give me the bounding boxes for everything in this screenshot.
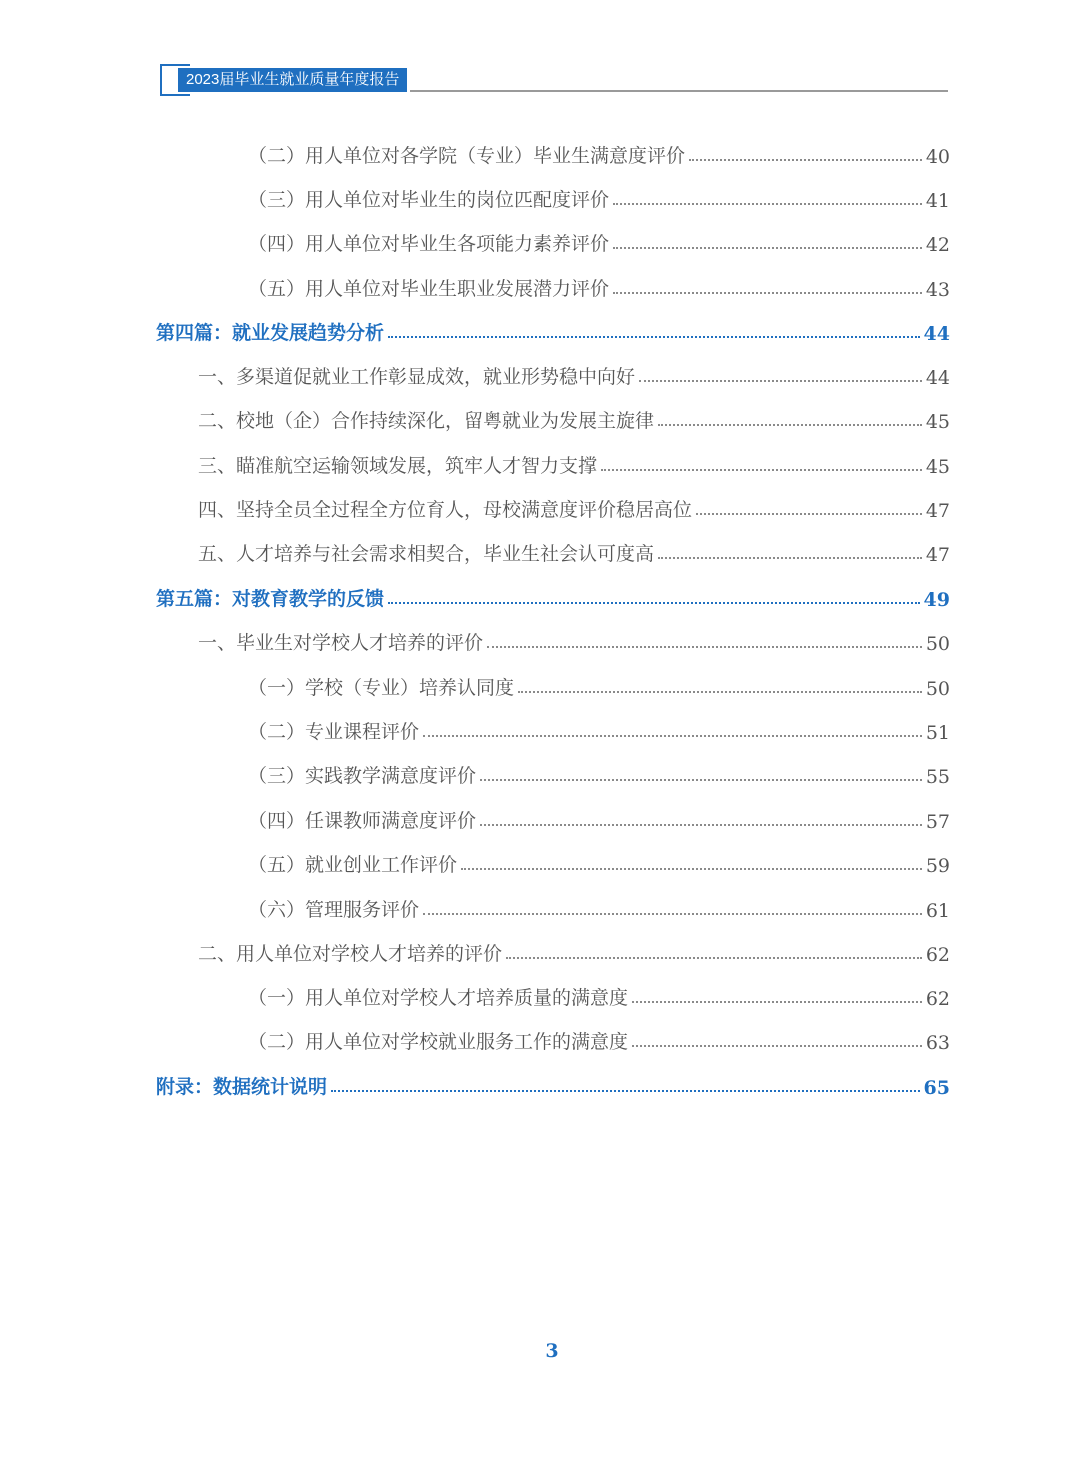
toc-entry-page: 57 [925,811,950,833]
page-number: 3 [545,1340,559,1362]
toc-entry-page: 45 [925,411,950,433]
toc-entry-label: 三、瞄准航空运输领域发展，筑牢人才智力支撑 [198,455,598,477]
toc-entry-label: （二）用人单位对学校就业服务工作的满意度 [248,1031,629,1053]
toc-entry-page: 47 [925,544,950,566]
toc-entry-page: 45 [925,456,950,478]
toc-entry-page: 62 [925,944,950,966]
toc-entry-label: （五）就业创业工作评价 [248,854,458,876]
toc-entry-page: 49 [923,589,950,611]
toc-entry-page: 44 [925,367,950,389]
toc-leader-dots [423,913,922,915]
toc-leader-dots [506,957,922,959]
toc-entry-page: 41 [925,190,950,212]
toc-leader-dots [480,824,922,826]
toc-entry-label: （五）用人单位对毕业生职业发展潜力评价 [248,278,610,300]
toc-entry-label: 四、坚持全员全过程全方位育人，母校满意度评价稳居高位 [198,499,693,521]
toc-entry-page: 61 [925,900,950,922]
toc-entry[interactable] [198,401,950,433]
toc-entry-page: 65 [923,1077,950,1099]
toc-entry-label: 第四篇：就业发展趋势分析 [156,322,385,344]
toc-leader-dots [613,292,922,294]
toc-leader-dots [632,1045,922,1047]
toc-chapter-entry[interactable] [156,313,950,345]
toc-entry-page: 42 [925,234,950,256]
toc-entry-label: （四）任课教师满意度评价 [248,810,477,832]
toc-entry-page: 51 [925,722,950,744]
toc-leader-dots [518,691,922,693]
toc-leader-dots [696,513,922,515]
toc-entry-label: （二）专业课程评价 [248,721,420,743]
toc-entry-page: 44 [923,323,950,345]
toc-entry[interactable] [198,490,950,522]
toc-entry-page: 59 [925,855,950,877]
toc-entry-label: （六）管理服务评价 [248,899,420,921]
toc-leader-dots [423,735,922,737]
toc-entry[interactable] [248,668,950,700]
toc-entry-label: 附录：数据统计说明 [156,1076,328,1098]
toc-entry-page: 62 [925,988,950,1010]
toc-chapter-entry[interactable] [156,1067,950,1099]
toc-entry[interactable] [248,269,950,301]
toc-entry-page: 50 [925,678,950,700]
toc-entry[interactable] [248,136,950,168]
report-header [160,64,948,98]
toc-entry[interactable] [198,357,950,389]
toc-leader-dots [331,1090,920,1092]
toc-entry-label: （三）实践教学满意度评价 [248,765,477,787]
toc-leader-dots [658,557,922,559]
toc-entry[interactable] [198,534,950,566]
toc-entry[interactable] [248,712,950,744]
toc-entry[interactable] [198,446,950,478]
toc-entry-label: （三）用人单位对毕业生的岗位匹配度评价 [248,189,610,211]
header-title: 2023届毕业生就业质量年度报告 [178,68,407,92]
toc-leader-dots [613,247,922,249]
toc-entry-label: （一）用人单位对学校人才培养质量的满意度 [248,987,629,1009]
toc-entry-label: 一、多渠道促就业工作彰显成效，就业形势稳中向好 [198,366,636,388]
toc-entry[interactable] [248,845,950,877]
toc-leader-dots [689,159,922,161]
toc-entry[interactable] [248,978,950,1010]
header-rule [410,90,948,92]
toc-entry[interactable] [198,934,950,966]
toc-chapter-entry[interactable] [156,579,950,611]
toc-leader-dots [639,380,922,382]
toc-entry-label: 二、校地（企）合作持续深化，留粤就业为发展主旋律 [198,410,655,432]
toc-leader-dots [487,646,922,648]
toc-entry-label: 一、毕业生对学校人才培养的评价 [198,632,484,654]
toc-entry-page: 63 [925,1032,950,1054]
toc-entry[interactable] [248,180,950,212]
toc-entry[interactable] [248,224,950,256]
toc-entry-page: 55 [925,766,950,788]
toc-entry-label: （二）用人单位对各学院（专业）毕业生满意度评价 [248,145,686,167]
toc-leader-dots [613,203,922,205]
toc-entry-label: （一）学校（专业）培养认同度 [248,677,515,699]
toc-entry-page: 50 [925,633,950,655]
toc-leader-dots [388,602,920,604]
toc-leader-dots [601,469,922,471]
toc-entry-page: 40 [925,146,950,168]
toc-leader-dots [632,1001,922,1003]
toc-entry[interactable] [248,1022,950,1054]
toc-entry-label: 第五篇：对教育教学的反馈 [156,588,385,610]
toc-entry-label: 五、人才培养与社会需求相契合，毕业生社会认可度高 [198,543,655,565]
toc-entry-page: 47 [925,500,950,522]
toc-entry[interactable] [248,890,950,922]
toc-entry[interactable] [198,623,950,655]
toc-entry[interactable] [248,801,950,833]
toc-entry-label: （四）用人单位对毕业生各项能力素养评价 [248,233,610,255]
toc-leader-dots [658,424,922,426]
toc-leader-dots [461,868,922,870]
toc-entry-label: 二、用人单位对学校人才培养的评价 [198,943,503,965]
toc-leader-dots [480,779,922,781]
toc-leader-dots [388,336,920,338]
toc-entry-page: 43 [925,279,950,301]
toc-entry[interactable] [248,756,950,788]
